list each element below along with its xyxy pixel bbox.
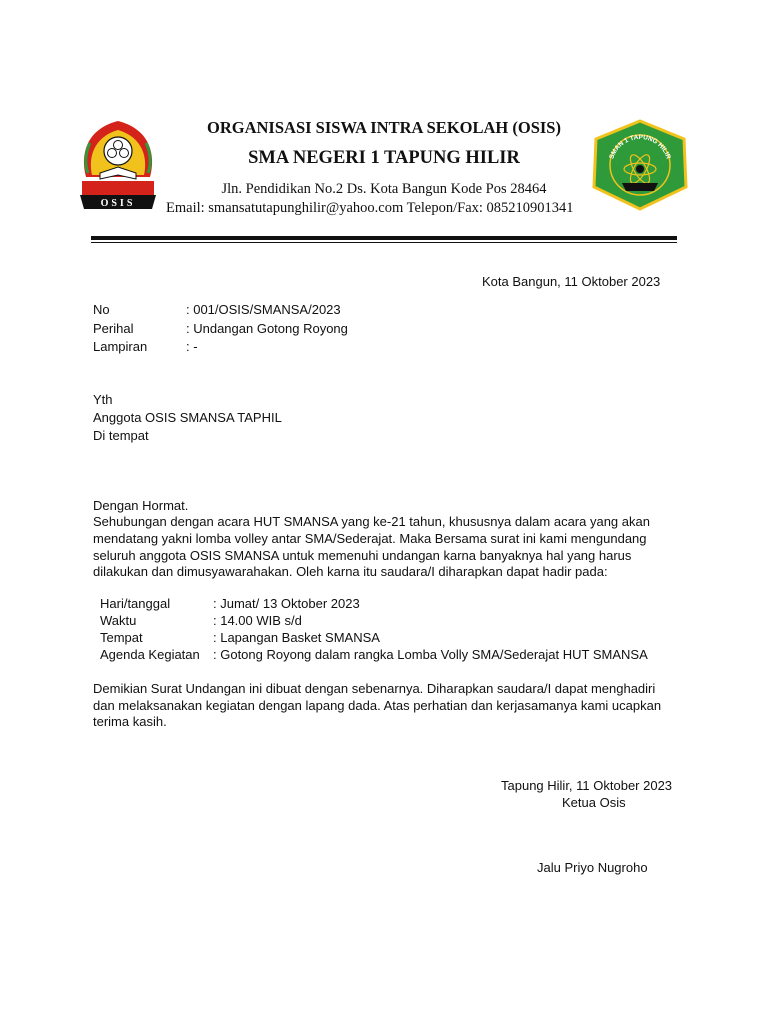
school-address: Jln. Pendidikan No.2 Ds. Kota Bangun Kode Pos 28464 <box>221 181 547 197</box>
school-contact: Email: smansatutapunghilir@yahoo.com Telepon/Fax: 085210901341 <box>166 200 574 216</box>
letter-place-date: Kota Bangun, 11 Oktober 2023 <box>482 274 661 289</box>
signature-place-date: Tapung Hilir, 11 Oktober 2023 <box>501 778 673 793</box>
osis-logo-text: OSIS <box>100 198 136 209</box>
detail-label-time: Waktu <box>100 613 137 628</box>
detail-value-time: : 14.00 WIB s/d <box>213 613 302 628</box>
intro-line: Sehubungan dengan acara HUT SMANSA yang ke-21 tahun, khususnya dalam acara yang akan <box>93 514 650 529</box>
signature-position: Ketua Osis <box>562 795 626 810</box>
closing-line: terima kasih. <box>93 714 167 729</box>
intro-line: seluruh anggota OSIS SMANSA untuk memenuhi undangan karna banyaknya hal yang harus <box>93 548 632 563</box>
intro-line: dilakukan dan dimusyawarahakan. Oleh karna itu saudara/I diharapkan dapat hadir pada: <box>93 564 608 579</box>
school-logo-icon <box>588 117 692 213</box>
closing-line: Demikian Surat Undangan ini dibuat dengan sebenarnya. Diharapkan saudara/I dapat menghadiri <box>93 681 656 696</box>
meta-label-perihal: Perihal <box>93 321 134 336</box>
recipient-location: Di tempat <box>93 428 149 443</box>
meta-value-perihal: : Undangan Gotong Royong <box>186 321 348 336</box>
school-logo-text: SMAN 1 TAPUNG HILIR <box>608 133 672 160</box>
recipient-name: Anggota OSIS SMANSA TAPHIL <box>93 410 282 425</box>
detail-value-date: : Jumat/ 13 Oktober 2023 <box>213 596 360 611</box>
closing-line: dan melaksanakan kegiatan dengan lapang dada. Atas perhatian dan kerjasamanya kami ucapkan <box>93 698 662 713</box>
meta-value-lampiran: : - <box>186 339 198 354</box>
detail-value-place: : Lapangan Basket SMANSA <box>213 630 380 645</box>
letterhead-divider-thick <box>91 236 677 240</box>
letterhead-divider-thin <box>91 242 677 243</box>
intro-line: mendatang yakni lomba volley antar SMA/Sederajat. Maka Bersama surat ini kami mengundang <box>93 531 647 546</box>
school-name: SMA NEGERI 1 TAPUNG HILIR <box>248 148 520 168</box>
organization-name: ORGANISASI SISWA INTRA SEKOLAH (OSIS) <box>207 118 561 137</box>
detail-label-place: Tempat <box>100 630 143 645</box>
detail-label-date: Hari/tanggal <box>100 596 171 611</box>
meta-label-no: No <box>93 302 110 317</box>
signature-name: Jalu Priyo Nugroho <box>537 860 648 875</box>
detail-value-agenda: : Gotong Royong dalam rangka Lomba Volly SMA/Sederajat HUT SMANSA <box>213 647 648 662</box>
meta-value-no: : 001/OSIS/SMANSA/2023 <box>186 302 341 317</box>
recipient-yth: Yth <box>93 392 113 407</box>
greeting: Dengan Hormat. <box>93 498 189 513</box>
detail-label-agenda: Agenda Kegiatan <box>100 647 200 662</box>
meta-label-lampiran: Lampiran <box>93 339 148 354</box>
